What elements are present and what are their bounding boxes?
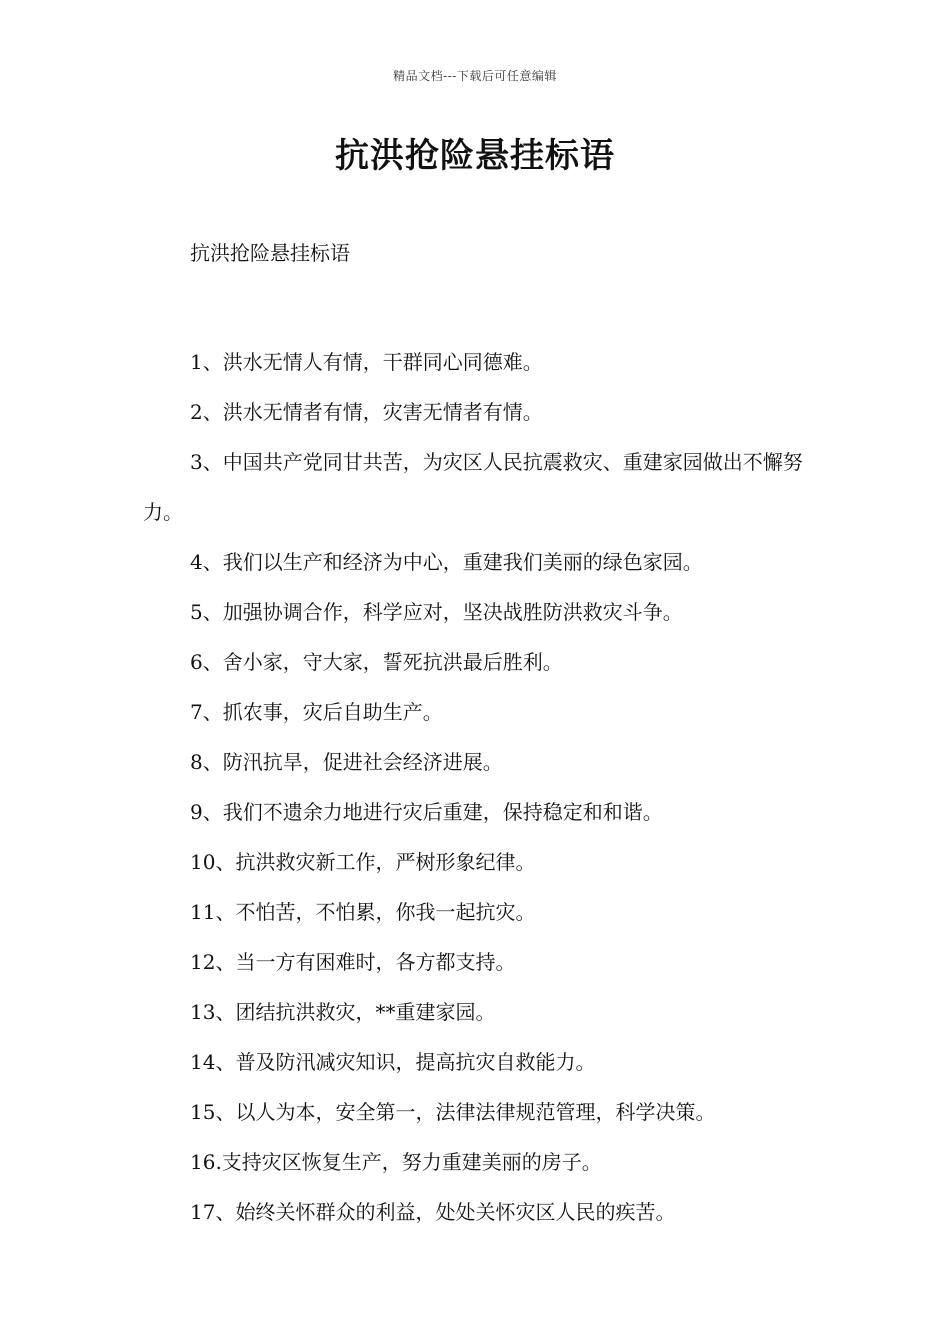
list-item: 10、抗洪救灾新工作，严树形象纪律。: [190, 850, 536, 874]
list-item: 7、抓农事，灾后自助生产。: [190, 700, 443, 724]
list-item: 4、我们以生产和经济为中心，重建我们美丽的绿色家园。: [190, 550, 703, 574]
list-item: 12、当一方有困难时，各方都支持。: [190, 950, 516, 974]
subtitle: 抗洪抢险悬挂标语: [190, 241, 350, 265]
list-item: 16.支持灾区恢复生产，努力重建美丽的房子。: [190, 1150, 602, 1174]
list-item: 17、始终关怀群众的利益，处处关怀灾区人民的疾苦。: [190, 1200, 676, 1224]
list-item: 2、洪水无情者有情，灾害无情者有情。: [190, 400, 543, 424]
list-item: 6、舍小家，守大家，誓死抗洪最后胜利。: [190, 650, 563, 674]
list-item: 9、我们不遗余力地进行灾后重建，保持稳定和和谐。: [190, 800, 663, 824]
list-item: 14、普及防汛减灾知识，提高抗灾自救能力。: [190, 1050, 596, 1074]
list-item: 8、防汛抗旱，促进社会经济进展。: [190, 750, 503, 774]
list-item: 3、中国共产党同甘共苦，为灾区人民抗震救灾、重建家园做出不懈努力。: [143, 450, 803, 524]
list-item: 5、加强协调合作，科学应对，坚决战胜防洪救灾斗争。: [190, 600, 683, 624]
list-item: 15、以人为本，安全第一，法律法律规范管理，科学决策。: [190, 1100, 716, 1124]
list-item: 1、洪水无情人有情，干群同心同德难。: [190, 350, 543, 374]
header-note: 精品文档---下载后可任意编辑: [393, 69, 557, 83]
list-item: 13、团结抗洪救灾，**重建家园。: [190, 1000, 496, 1024]
page-title: 抗洪抢险悬挂标语: [335, 136, 615, 176]
slogan-list: [143, 337, 813, 1237]
list-item: 11、不怕苦，不怕累，你我一起抗灾。: [190, 900, 536, 924]
